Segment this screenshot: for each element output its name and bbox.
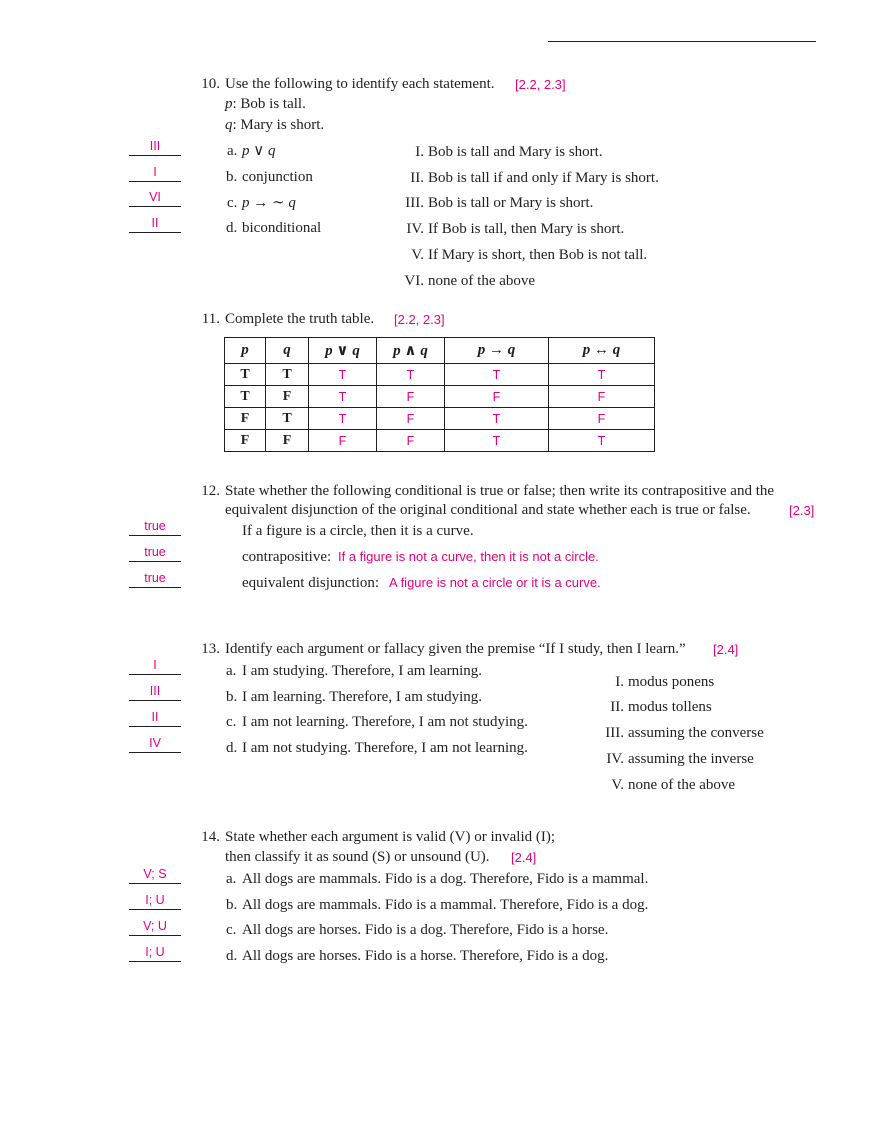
answer: II: [151, 710, 159, 724]
answer-line[interactable]: [129, 181, 181, 182]
answer-cell[interactable]: F: [445, 386, 549, 408]
answer-cell[interactable]: T: [445, 430, 549, 452]
choice-number: IV.: [406, 221, 424, 237]
table-cell: F: [225, 430, 266, 452]
item-text: I am not studying. Therefore, I am not learning.: [242, 740, 528, 756]
answer: V; U: [143, 919, 167, 933]
truth-table: [224, 337, 655, 452]
question-number: 12.: [201, 483, 220, 499]
answer-line[interactable]: [129, 206, 181, 207]
question-number: 10.: [201, 76, 220, 92]
choice-number: V.: [411, 247, 424, 263]
answer-cell[interactable]: T: [309, 408, 377, 430]
answer: true: [144, 545, 166, 559]
column-header: p ↔ q: [549, 338, 655, 364]
question-stem: State whether each argument is valid (V) or invalid (I);: [225, 829, 556, 845]
question-number: 11.: [201, 311, 220, 327]
answer: true: [144, 519, 166, 533]
table-cell: T: [225, 386, 266, 408]
choice-text: none of the above: [628, 777, 736, 793]
answer-line[interactable]: [129, 232, 181, 233]
item-letter: b.: [226, 169, 238, 185]
choice-number: VI.: [404, 273, 424, 289]
choice-text: modus tollens: [628, 699, 712, 715]
question-stem: Identify each argument or fallacy given the premise “If I study, then I learn.”: [225, 641, 686, 657]
answer-line[interactable]: [129, 155, 181, 156]
item-text: All dogs are mammals. Fido is a mammal. Therefore, Fido is a dog.: [242, 897, 649, 913]
item-text: p ∨ q: [242, 143, 276, 159]
answer: I; U: [145, 893, 165, 907]
answer: III: [149, 684, 161, 698]
answer-line[interactable]: [129, 674, 181, 675]
item-text: All dogs are horses. Fido is a horse. Therefore, Fido is a dog.: [242, 948, 609, 964]
disjunction-label: equivalent disjunction:: [242, 575, 380, 591]
question-stem-continued: equivalent disjunction of the original conditional and state whether each is true or false.: [225, 502, 751, 518]
answer-cell[interactable]: T: [445, 408, 549, 430]
choice-text: Bob is tall or Mary is short.: [428, 195, 594, 211]
table-cell: T: [266, 408, 309, 430]
answer-line[interactable]: [129, 700, 181, 701]
question-number: 13.: [201, 641, 220, 657]
answer: VI: [149, 190, 161, 204]
choice-number: IV.: [606, 751, 624, 767]
premise-p: p: Bob is tall.: [225, 96, 306, 112]
item-letter: a.: [226, 871, 237, 887]
answer: true: [144, 571, 166, 585]
answer: III: [149, 139, 161, 153]
table-row: [225, 408, 655, 430]
table-header-row: [225, 338, 655, 364]
choice-number: III.: [605, 725, 624, 741]
table-row: [225, 364, 655, 386]
item-letter: c.: [226, 922, 237, 938]
answer: V; S: [143, 867, 167, 881]
choice-text: If Mary is short, then Bob is not tall.: [428, 247, 648, 263]
answer-cell[interactable]: F: [549, 408, 655, 430]
table-cell: T: [266, 364, 309, 386]
choice-number: II.: [410, 170, 424, 186]
answer-line[interactable]: [129, 561, 181, 562]
item-text: biconditional: [242, 220, 322, 236]
choice-number: I.: [615, 674, 624, 690]
answer-line[interactable]: [129, 587, 181, 588]
contrapositive-answer: If a figure is not a curve, then it is not a circle.: [338, 549, 599, 564]
choice-text: Bob is tall and Mary is short.: [428, 144, 603, 160]
answer-cell[interactable]: F: [377, 408, 445, 430]
table-row: [225, 430, 655, 452]
section-reference: [2.3]: [789, 503, 815, 518]
table-cell: F: [266, 386, 309, 408]
answer-cell[interactable]: F: [309, 430, 377, 452]
answer-line[interactable]: [129, 935, 181, 936]
answer: II: [151, 216, 159, 230]
answer-cell[interactable]: T: [309, 364, 377, 386]
answer-cell[interactable]: T: [377, 364, 445, 386]
answer: I: [153, 165, 157, 179]
question-stem: Use the following to identify each statement.: [225, 76, 495, 92]
choice-number: V.: [611, 777, 624, 793]
contrapositive-label: contrapositive:: [242, 549, 332, 565]
answer-line[interactable]: [129, 961, 181, 962]
section-reference: [2.4]: [511, 850, 537, 865]
item-letter: c.: [227, 195, 238, 211]
question-stem: State whether the following conditional is true or false; then write its contrapositive and the: [225, 483, 775, 499]
answer-line[interactable]: [129, 909, 181, 910]
answer-line[interactable]: [129, 883, 181, 884]
section-reference: [2.4]: [713, 642, 739, 657]
item-text: All dogs are horses. Fido is a dog. Therefore, Fido is a horse.: [242, 922, 609, 938]
item-letter: a.: [227, 143, 238, 159]
question-stem: Complete the truth table.: [225, 311, 375, 327]
answer: IV: [149, 736, 161, 750]
answer-cell[interactable]: T: [445, 364, 549, 386]
item-letter: c.: [226, 714, 237, 730]
choice-text: assuming the inverse: [628, 751, 754, 767]
choice-text: assuming the converse: [628, 725, 764, 741]
question-stem-continued: then classify it as sound (S) or unsound (U).: [225, 849, 490, 865]
item-letter: b.: [226, 897, 238, 913]
choice-number: II.: [610, 699, 624, 715]
choice-text: Bob is tall if and only if Mary is short.: [428, 170, 659, 186]
item-letter: d.: [226, 948, 238, 964]
column-header: p → q: [445, 338, 549, 364]
item-letter: a.: [226, 663, 237, 679]
table-cell: T: [225, 364, 266, 386]
answer-cell[interactable]: T: [549, 364, 655, 386]
answer: I; U: [145, 945, 165, 959]
table-cell: F: [225, 408, 266, 430]
choice-number: III.: [405, 195, 424, 211]
choice-text: modus ponens: [628, 674, 715, 690]
answer-cell[interactable]: T: [309, 386, 377, 408]
header-rule: [548, 41, 816, 42]
item-letter: d.: [226, 220, 238, 236]
section-reference: [2.2, 2.3]: [394, 312, 445, 327]
choice-text: If Bob is tall, then Mary is short.: [428, 221, 625, 237]
table-row: [225, 386, 655, 408]
answer-cell[interactable]: F: [377, 386, 445, 408]
premise-q: q: Mary is short.: [225, 117, 325, 133]
column-header: p ∨ q: [309, 338, 377, 364]
table-cell: F: [266, 430, 309, 452]
item-text: I am learning. Therefore, I am studying.: [242, 689, 483, 705]
item-text: I am not learning. Therefore, I am not studying.: [242, 714, 528, 730]
answer-cell[interactable]: F: [377, 430, 445, 452]
conditional-statement: If a figure is a circle, then it is a curve.: [242, 523, 474, 539]
answer-line[interactable]: [129, 535, 181, 536]
section-reference: [2.2, 2.3]: [515, 77, 566, 92]
column-header: p ∧ q: [377, 338, 445, 364]
answer-line[interactable]: [129, 726, 181, 727]
item-text: All dogs are mammals. Fido is a dog. Therefore, Fido is a mammal.: [242, 871, 649, 887]
answer-cell[interactable]: F: [549, 386, 655, 408]
item-letter: b.: [226, 689, 238, 705]
answer: I: [153, 658, 157, 672]
question-number: 14.: [201, 829, 220, 845]
item-text: p → ∼ q: [242, 195, 296, 211]
item-letter: d.: [226, 740, 238, 756]
answer-line[interactable]: [129, 752, 181, 753]
answer-cell[interactable]: T: [549, 430, 655, 452]
column-header: p: [225, 338, 266, 364]
disjunction-answer: A figure is not a circle or it is a curve.: [389, 575, 601, 590]
item-text: conjunction: [242, 169, 313, 185]
item-text: I am studying. Therefore, I am learning.: [242, 663, 483, 679]
choice-number: I.: [415, 144, 424, 160]
choice-text: none of the above: [428, 273, 536, 289]
column-header: q: [266, 338, 309, 364]
